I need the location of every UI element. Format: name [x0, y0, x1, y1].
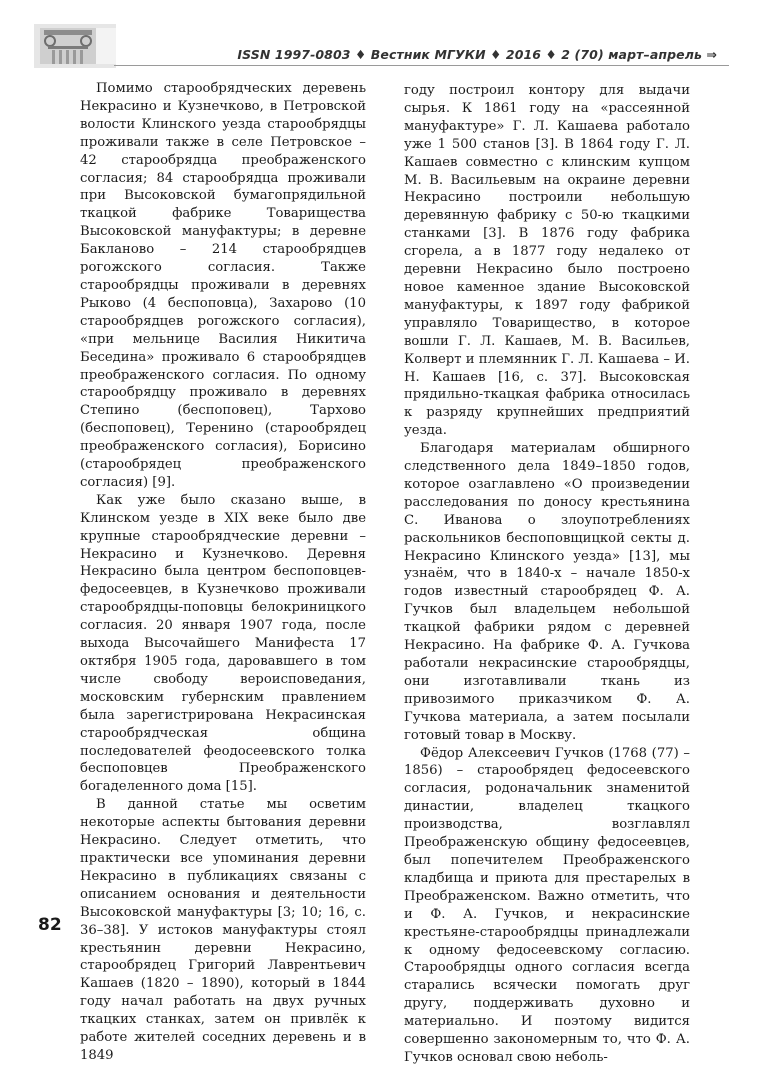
right-column	[404, 82, 690, 1067]
paragraph-continuation: году построил контору для выдачи сырья. К 1861 году на «рассеянной мануфактуре» Г. Л. Кашаева работало уже 1 500 станов [3]. В 1864 году Г. Л. Кашаев совместно с клинским купцом М. В. Васильевым на окраине деревни Некрасино построили небольшую деревянную фабрику с 50-ю ткацкими станками [3]. В 1876 году фабрика сгорела, а в 1877 году недалеко от деревни Некрасино было построено новое каменное здание Высоковской мануфактуры, к 1897 году фабрикой управляло Товарищество, в которое вошли Г. Л. Кашаев, М. В. Васильев, Колверт и племянник Г. Л. Кашаева – И. Н. Кашаев [16, с. 37]. Высоковская прядильно-ткацкая фабрика относилась к разряду крупнейших предприятий уезда.	[404, 83, 690, 439]
page-number: 82	[38, 915, 62, 935]
left-column	[80, 80, 366, 1065]
paragraph: Как уже было сказано выше, в Клинском уезде в XIX веке было две крупные старообрядческие деревни – Некрасино и Кузнечково. Деревня Некрасино была центром беспоповцев-федосеевцев, в Кузнечково проживали старообрядцы-поповцы белокриницкого согласия. 20 января 1907 года, после выхода Высочайшего Манифеста 17 октября 1905 года, даровавшего в том числе свободу вероисповедания, московским губернским правлением была зарегистрирована Некрасинская старообрядческая община последователей феодосеевского толка беспоповцев Преображенского богаделенного дома [15].	[80, 492, 366, 795]
paragraph: Благодаря материалам обширного следственного дела 1849–1850 годов, которое озаглавлено «О произведении расследования по доносу крестьянина С. Иванова о злоупотреблениях раскольников беспоповщицкой секты д. Некрасино Клинского уезда» [13], мы узнаём, что в 1840-х – начале 1850-х годов известный старообрядец Ф. А. Гучков был владельцем небольшой ткацкой фабрики рядом с деревней Некрасино. На фабрике Ф. А. Гучкова работали некрасинские старообрядцы, они изготавливали ткань из привозимого приказчиком Ф. А. Гучкова материала, а затем посылали готовый товар в Москву.	[404, 441, 690, 743]
running-head: ISSN 1997-0803 ♦ Вестник МГУКИ ♦ 2016 ♦ 2 (70) март–апрель ⇒	[237, 47, 717, 62]
header-divider	[114, 65, 729, 66]
paragraph: Помимо старообрядческих деревень Некрасино и Кузнечково, в Петровской волости Клинского уезда старообрядцы проживали также в селе Петровское – 42 старообрядца преображенского согласия; 84 старообрядца проживали при Высоковской бумагопрядильной ткацкой фабрике Товарищества Высоковской мануфактуры; в деревне Бакланово – 214 старообрядцев рогожского согласия. Также старообрядцы проживали в деревнях Рыково (4 беспоповца), Захарово (10 старообрядцев рогожского согласия), «при мельнице Василия Никитича Беседина» проживало 6 старообрядцев преображенского согласия. По одному старообрядцу проживало в деревнях Степино (беспоповец), Тархово (беспоповец), Теренино (старообрядец преображенского согласия), Борисино (старообрядец преображенского согласия) [9].	[80, 81, 366, 490]
paragraph: Фёдор Алексеевич Гучков (1768 (77) – 1856) – старообрядец федосеевского согласия, родоначальник знаменитой династии, владелец ткацкого производства, возглавлял Преображенскую общину федосеевцев, был попечителем Преображенского кладбища и приюта для престарелых в Преображенском. Важно отметить, что и Ф. А. Гучков, и некрасинские крестьяне-старообрядцы принадлежали к одному федосеевскому согласию. Старообрядцы одного согласия всегда старались всячески помогать друг другу, поддерживать духовно и материально. И поэтому видится совершенно закономерным то, что Ф. А. Гучков основал свою неболь-	[404, 745, 690, 1065]
column-capital-logo-icon	[34, 24, 116, 68]
paragraph: В данной статье мы осветим некоторые аспекты бытования деревни Некрасино. Следует отметить, что практически все упоминания деревни Некрасино в публикациях связаны с описанием основания и деятельности Высоковской мануфактуры [3; 10; 16, с. 36–38]. У истоков мануфактуры стоял крестьянин деревни Некрасино, старообрядец Григорий Лаврентьевич Кашаев (1820 – 1890), который в 1844 году начал работать на двух ручных ткацких станках, затем он привлёк к работе жителей соседних деревень и в 1849	[80, 797, 366, 1063]
page-header	[34, 24, 729, 68]
